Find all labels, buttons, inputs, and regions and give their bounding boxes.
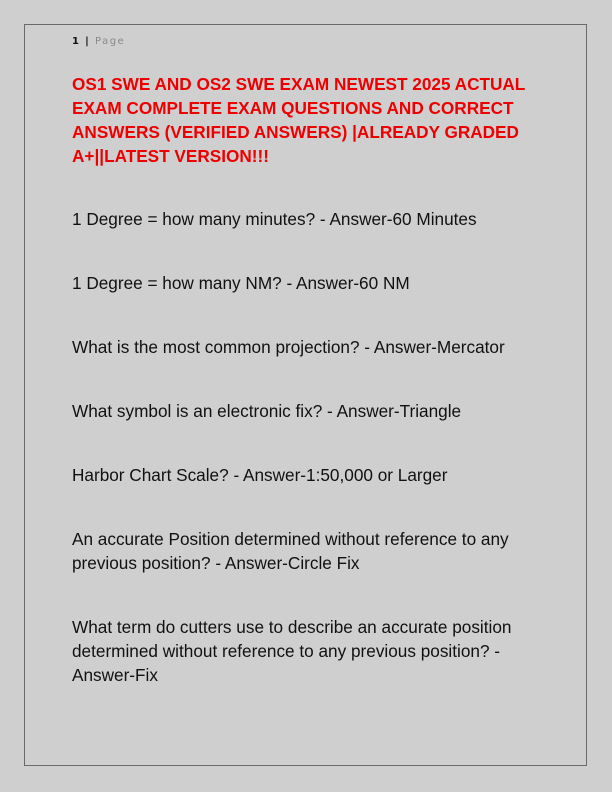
page-header [72, 36, 125, 47]
qa-item: What term do cutters use to describe an accurate position determined without reference to any previous position? - Answer-Fix [72, 617, 512, 685]
document-title: OS1 SWE AND OS2 SWE EXAM NEWEST 2025 ACTUAL EXAM COMPLETE EXAM QUESTIONS AND CORRECT ANSWERS (VERIFIED ANSWERS) |ALREADY GRADED A+||LATEST VERSION!!! [72, 74, 526, 166]
page-number: 1 [72, 36, 81, 47]
qa-item: What is the most common projection? - Answer-Mercator [72, 337, 505, 357]
qa-item: 1 Degree = how many NM? - Answer-60 NM [72, 273, 410, 293]
page-separator: | [85, 36, 91, 47]
qa-item: What symbol is an electronic fix? - Answer-Triangle [72, 401, 462, 421]
page-label: Page [95, 36, 126, 47]
qa-item: An accurate Position determined without reference to any previous position? - Answer-Circle Fix [72, 529, 509, 573]
qa-item: Harbor Chart Scale? - Answer-1:50,000 or Larger [72, 465, 448, 485]
qa-item: 1 Degree = how many minutes? - Answer-60 Minutes [72, 209, 477, 229]
